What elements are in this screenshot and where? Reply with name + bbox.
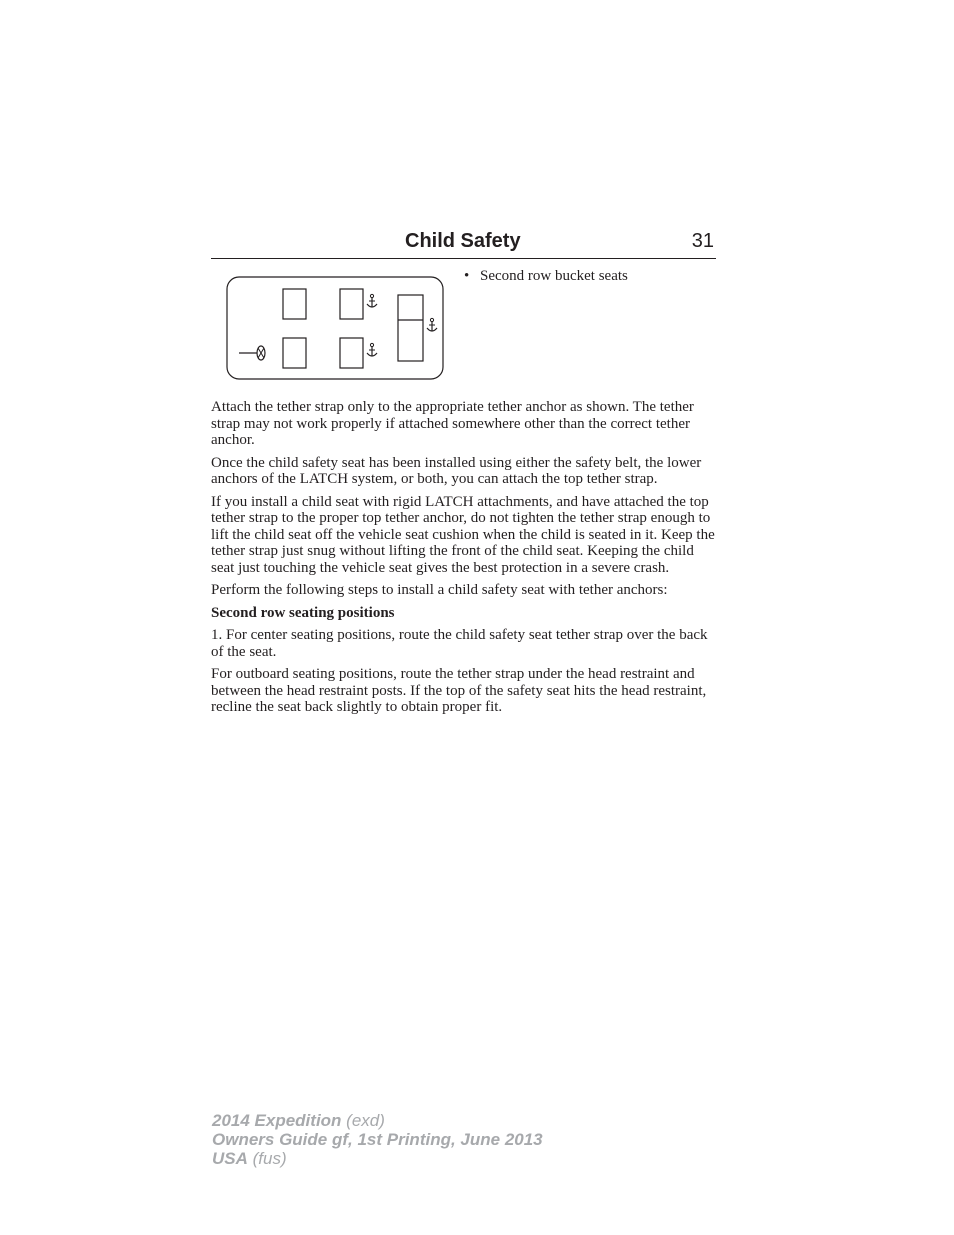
paragraph: Attach the tether strap only to the appropriate tether anchor as shown. The tether strap may not work properly if attached somewhere other than the correct tether anchor.: [211, 399, 694, 448]
footer-model: 2014 Expedition: [212, 1111, 342, 1130]
bullet-item: [464, 268, 716, 285]
footer-region-line: [212, 1149, 543, 1168]
anchor-icon: [367, 294, 377, 307]
footer-model-line: [212, 1111, 543, 1130]
steering-wheel-icon: [239, 346, 265, 360]
paragraph: If you install a child seat with rigid LATCH attachments, and have attached the top tether strap to the proper top tether anchor, do not tighten the tether strap enough to lift the child seat off the vehicle seat cushion when the child is seated in it. Keep the tether strap just snug without lifting the front of the child seat. Keeping the child seat just touching the vehicle seat gives the best protection in a severe crash.: [211, 493, 715, 576]
paragraph: For outboard seating positions, route the tether strap under the head restraint and between the head restraint posts. If the top of the safety seat hits the head restraint, recline the seat back slightly to obtain proper fit.: [211, 666, 707, 715]
footer-guide-line: Owners Guide gf, 1st Printing, June 2013: [212, 1130, 543, 1149]
subheading: Second row seating positions: [211, 604, 395, 621]
paragraph: Once the child safety seat has been installed using either the safety belt, the lower anchors of the LATCH system, or both, you can attach the top tether strap.: [211, 454, 702, 487]
footer-region: USA: [212, 1149, 248, 1168]
page-header: [211, 228, 716, 259]
paragraph: Perform the following steps to install a child safety seat with tether anchors:: [211, 582, 668, 598]
bullet-text: Second row bucket seats: [480, 268, 628, 284]
third-row-bench: [398, 295, 423, 361]
body-text: [211, 399, 716, 722]
vehicle-outline: [227, 277, 443, 379]
seating-diagram: [226, 276, 444, 380]
page-footer: [212, 1111, 543, 1168]
anchor-icon: [367, 343, 377, 356]
paragraph: 1. For center seating positions, route the child safety seat tether strap over the back of the seat.: [211, 627, 708, 660]
second-row-right-seat: [340, 338, 363, 368]
footer-region-code: (fus): [247, 1149, 287, 1168]
section-title: Child Safety: [405, 230, 521, 252]
second-row-left-seat: [340, 289, 363, 319]
front-left-seat: [283, 289, 306, 319]
anchor-icon: [427, 318, 437, 331]
footer-model-code: (exd): [341, 1111, 385, 1130]
bullet-marker: •: [464, 268, 470, 284]
front-right-seat: [283, 338, 306, 368]
page-number: 31: [691, 230, 714, 252]
